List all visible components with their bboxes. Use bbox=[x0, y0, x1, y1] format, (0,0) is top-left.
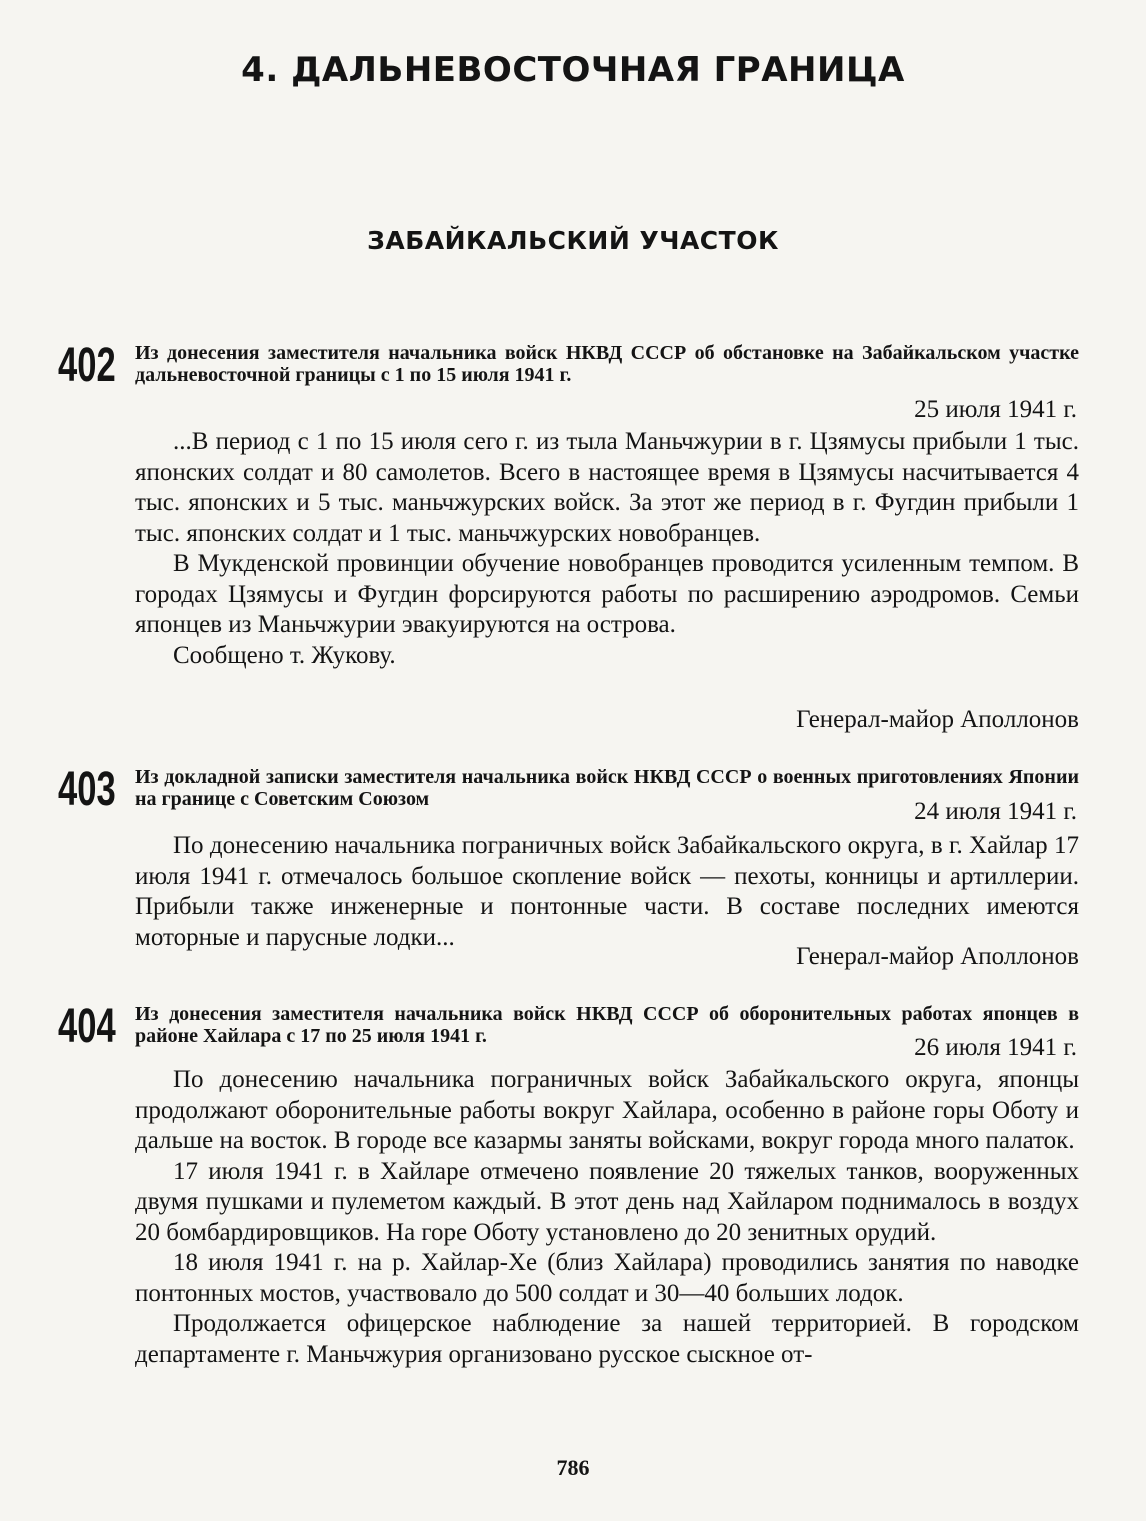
paragraph: 17 июля 1941 г. в Хайларе отмечено появление 20 тяжелых танков, вооруженных двумя пушками и пулеметом каждый. В этот день над Хайларом поднималось в воздух 20 бомбардировщиков. На горе Оботу установлено до 20 зенитных орудий. bbox=[135, 1157, 1079, 1246]
document-title: Из донесения заместителя начальника войск НКВД СССР об оборонительных работах японцев в районе Хайлара с 17 по 25 июля 1941 г. bbox=[135, 1003, 1079, 1047]
document-number: 402 bbox=[58, 339, 116, 392]
document-body bbox=[135, 1065, 1079, 1370]
document-date: 25 июля 1941 г. bbox=[914, 396, 1077, 423]
document-date: 24 июля 1941 г. bbox=[914, 798, 1077, 825]
document-date: 26 июля 1941 г. bbox=[914, 1034, 1077, 1061]
chapter-title: 4. ДАЛЬНЕВОСТОЧНАЯ ГРАНИЦА bbox=[241, 50, 905, 90]
paragraph: По донесению начальника пограничных войск Забайкальского округа, японцы продолжают оборонительные работы вокруг Хайлара, особенно в районе горы Оботу и дальше на восток. В городе все казармы заняты войсками, вокруг города много палаток. bbox=[135, 1066, 1079, 1154]
document-number: 403 bbox=[58, 763, 116, 816]
document-title: Из донесения заместителя начальника войск НКВД СССР об обстановке на Забайкальском участке дальневосточной границы с 1 по 15 июля 1941 г. bbox=[135, 342, 1079, 386]
paragraph: По донесению начальника пограничных войск Забайкальского округа, в г. Хайлар 17 июля 1941 г. отмечалось большое скопление войск — пехоты, конницы и артиллерии. Прибыли также инженерные и понтонные части. В составе последних имеются моторные и парусные лодки... bbox=[135, 832, 1079, 951]
page-number: 786 bbox=[556, 1455, 590, 1480]
document-body bbox=[135, 831, 1079, 953]
paragraph: Сообщено т. Жукову. bbox=[173, 641, 396, 669]
section-title: ЗАБАЙКАЛЬСКИЙ УЧАСТОК bbox=[367, 226, 779, 255]
paragraph: ...В период с 1 по 15 июля сего г. из тыла Маньчжурии в г. Цзямусы прибыли 1 тыс. японских солдат и 80 самолетов. Всего в настоящее время в Цзямусы насчитывается 4 тыс. японских и 5 тыс. маньчжурских войск. За этот же период в г. Фугдин прибыли 1 тыс. японских солдат и 1 тыс. маньчжурских новобранцев. bbox=[135, 428, 1079, 547]
document-title: Из докладной записки заместителя начальника войск НКВД СССР о военных приготовлениях Японии на границе с Советским Союзом bbox=[135, 766, 1079, 810]
document-body bbox=[135, 427, 1079, 671]
signature: Генерал-майор Аполлонов bbox=[796, 706, 1079, 733]
paragraph: В Мукденской провинции обучение новобранцев проводится усиленным темпом. В городах Цзямусы и Фугдин форсируются работы по расширению аэродромов. Семьи японцев из Маньчжурии эвакуируются на острова. bbox=[135, 550, 1079, 638]
paragraph: 18 июля 1941 г. на р. Хайлар-Хе (близ Хайлара) проводились занятия по наводке понтонных мостов, участвовало до 500 солдат и 30—40 больших лодок. bbox=[135, 1249, 1079, 1307]
document-number: 404 bbox=[58, 1000, 116, 1053]
paragraph: Продолжается офицерское наблюдение за нашей территорией. В городском департаменте г. Маньчжурия организовано русское сыскное от- bbox=[135, 1310, 1079, 1368]
signature: Генерал-майор Аполлонов bbox=[796, 943, 1079, 970]
